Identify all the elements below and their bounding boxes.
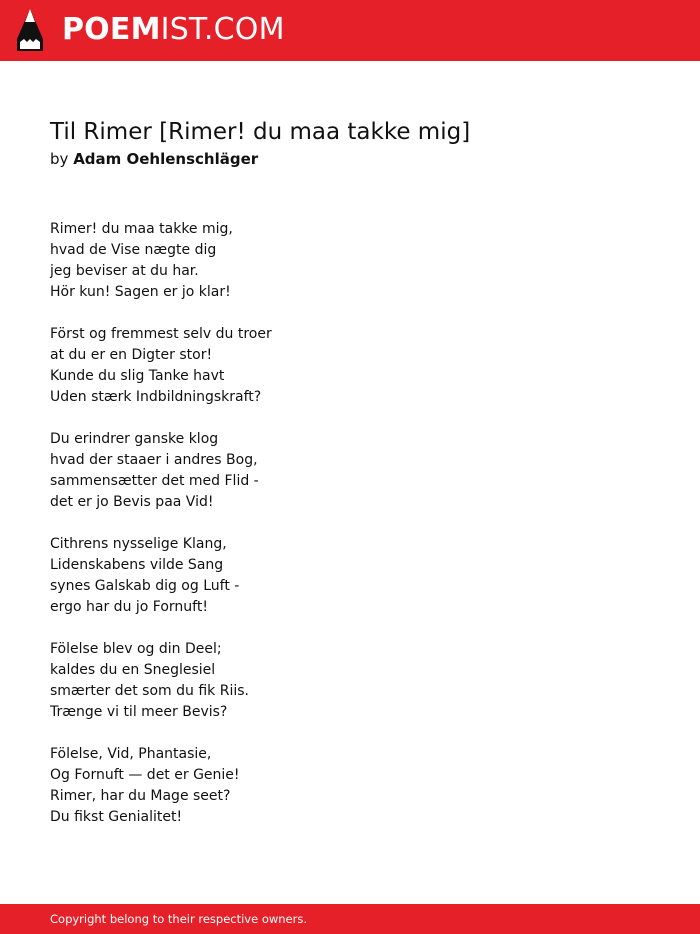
poem-body: [50, 219, 650, 849]
stanza: [50, 534, 650, 618]
poem-line: Du erindrer ganske klog: [50, 431, 219, 447]
logo-light-text: IST.COM: [160, 12, 285, 47]
stanza: [50, 429, 650, 513]
poem-line: ergo har du jo Fornuft!: [50, 599, 208, 615]
poem-line: Fölelse, Vid, Phantasie,: [50, 746, 212, 762]
poem-line: jeg beviser at du har.: [50, 263, 199, 279]
poem-title: Til Rimer [Rimer! du maa takke mig]: [50, 119, 471, 145]
poem-line: kaldes du en Sneglesiel: [50, 662, 216, 678]
poem-line: hvad de Vise nægte dig: [50, 242, 217, 258]
poem-line: Kunde du slig Tanke havt: [50, 368, 225, 384]
poem-line: Trænge vi til meer Bevis?: [50, 704, 228, 720]
logo-bold-text: POEM: [62, 12, 161, 47]
author-name: Adam Oehlenschläger: [73, 150, 259, 168]
poem-line: Og Fornuft — det er Genie!: [50, 767, 240, 783]
poem-line: smærter det som du fik Riis.: [50, 683, 249, 699]
poem-line: Rimer, har du Mage seet?: [50, 788, 231, 804]
stanza: [50, 744, 650, 828]
poem-line: Cithrens nysselige Klang,: [50, 536, 227, 552]
site-logo[interactable]: [62, 13, 285, 47]
copyright-notice: Copyright belong to their respective owners.: [50, 912, 308, 926]
stanza: [50, 324, 650, 408]
stanza: [50, 219, 650, 303]
poem-line: det er jo Bevis paa Vid!: [50, 494, 214, 510]
site-header: [0, 0, 700, 61]
poem-line: hvad der staaer i andres Bog,: [50, 452, 258, 468]
poem-line: Hör kun! Sagen er jo klar!: [50, 284, 231, 300]
site-footer: [0, 904, 700, 934]
poem-line: Uden stærk Indbildningskraft?: [50, 389, 262, 405]
poem-line: sammensætter det med Flid -: [50, 473, 259, 489]
stanza: [50, 639, 650, 723]
poem-line: Rimer! du maa takke mig,: [50, 221, 233, 237]
poem-line: Lidenskabens vilde Sang: [50, 557, 224, 573]
poem-line: synes Galskab dig og Luft -: [50, 578, 240, 594]
poem-byline: [50, 149, 258, 169]
poem-line: Förs​t og fremmest selv du troer: [50, 326, 272, 342]
pencil-icon[interactable]: [17, 9, 43, 51]
poem-line: at du er en Digter stor!: [50, 347, 213, 363]
by-label: by: [50, 150, 69, 168]
poem-line: Du fikst Genialitet!: [50, 809, 183, 825]
poem-line: Fölelse blev og din Deel;: [50, 641, 222, 657]
